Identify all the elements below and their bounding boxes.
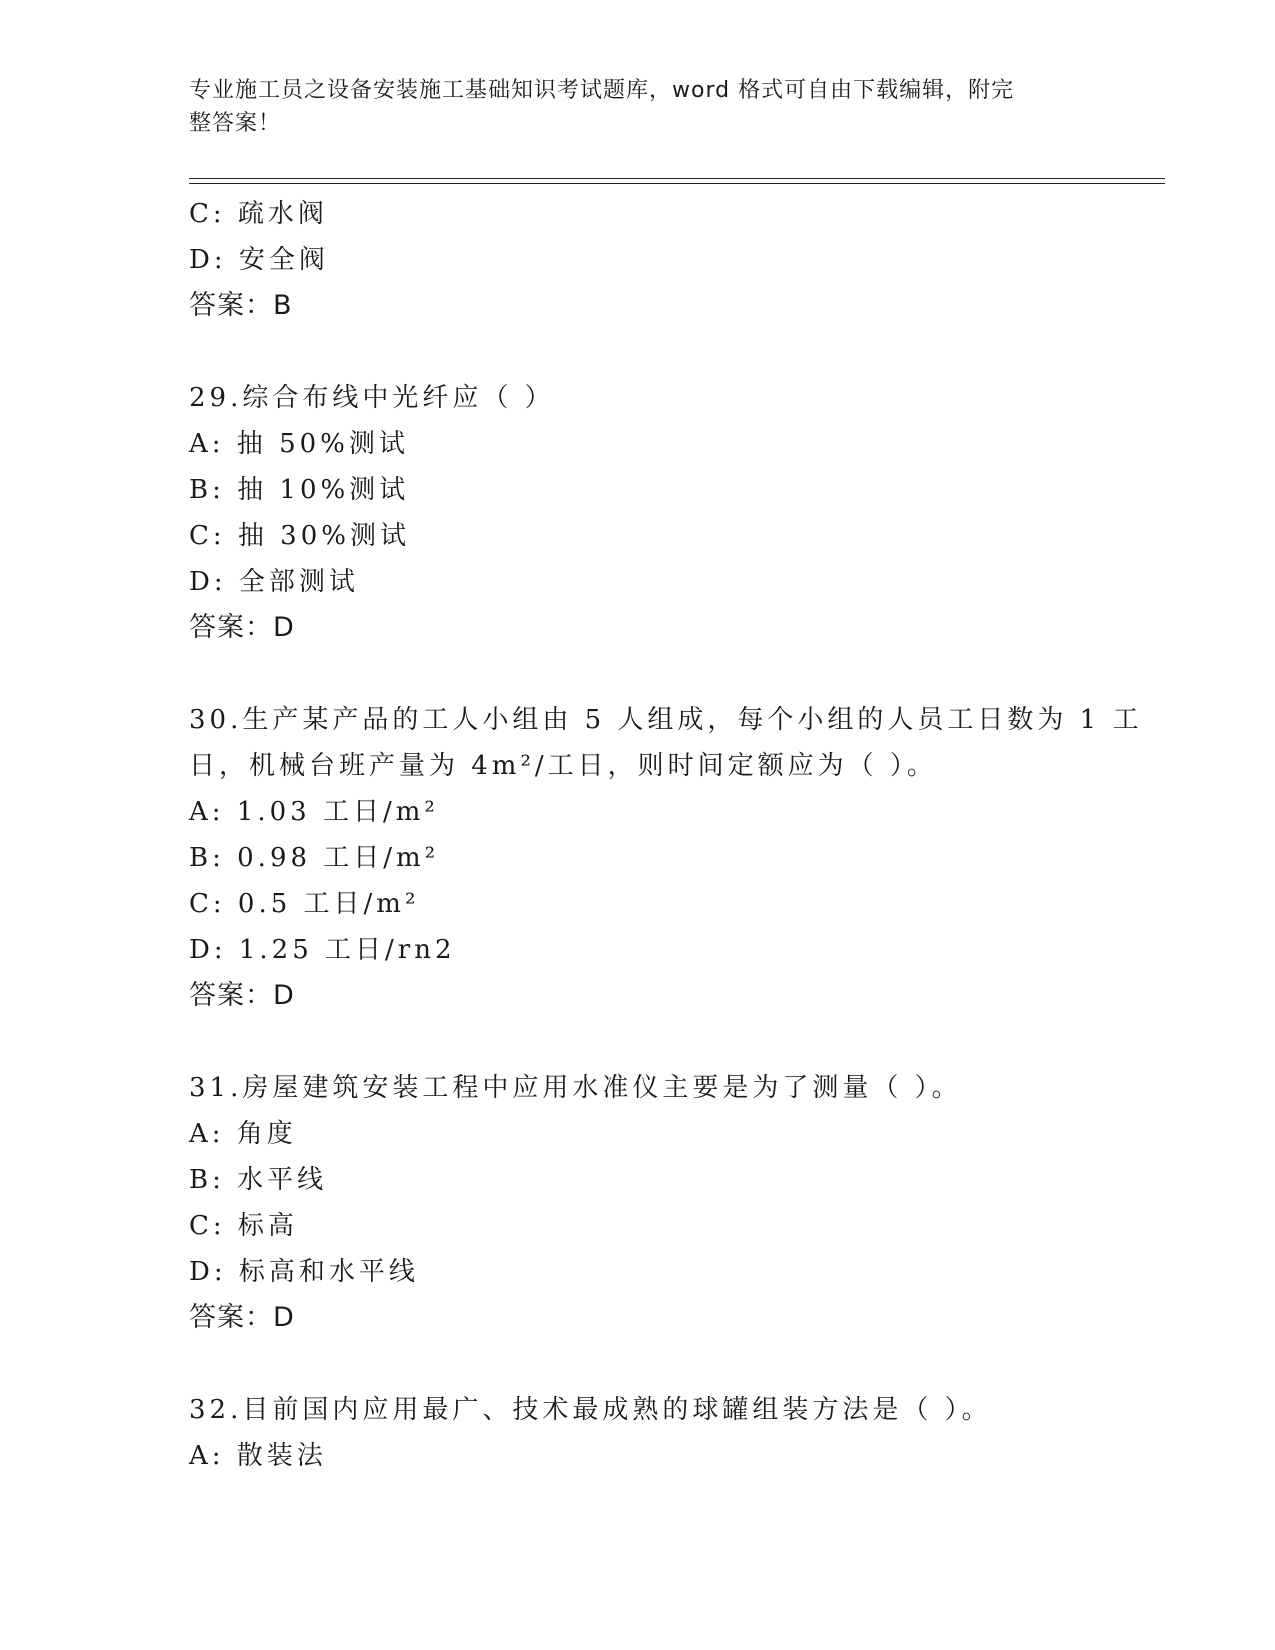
header-line-2: 整答案！ — [189, 111, 282, 136]
answer-line: 答案：D — [189, 1302, 295, 1333]
option-b: B: 抽 10%测试 — [189, 475, 410, 505]
option-d: D: 安全阀 — [189, 245, 329, 275]
question-30 — [189, 697, 1143, 1019]
question-32 — [189, 1387, 1089, 1479]
option-a: A: 散装法 — [189, 1441, 327, 1471]
question-content — [189, 191, 1143, 1479]
option-c: C: 标高 — [189, 1211, 298, 1241]
question-text: 30.生产某产品的工人小组由 5 人组成，每个小组的人员工日数为 1 工 — [189, 705, 1143, 735]
option-d: D: 全部测试 — [189, 567, 359, 597]
header-divider-top — [189, 178, 1165, 179]
document-header — [189, 74, 1079, 140]
option-d: D: 1.25 工日/rn2 — [189, 935, 456, 965]
option-c: C: 0.5 工日/m² — [189, 889, 420, 919]
question-31 — [189, 1065, 1089, 1341]
question-text-continued: 日，机械台班产量为 4m²/工日，则时间定额应为（ ）。 — [189, 751, 937, 781]
option-b: B: 0.98 工日/m² — [189, 843, 440, 873]
question-29 — [189, 375, 1089, 651]
option-a: A: 角度 — [189, 1119, 297, 1149]
option-c: C: 疏水阀 — [189, 199, 328, 229]
answer-line: 答案：D — [189, 980, 295, 1011]
spacer — [189, 329, 1089, 375]
spacer — [189, 651, 1089, 697]
header-divider-bottom — [189, 183, 1165, 184]
answer-line: 答案：B — [189, 290, 293, 321]
answer-line: 答案：D — [189, 612, 295, 643]
option-b: B: 水平线 — [189, 1165, 328, 1195]
question-28-partial — [189, 191, 1089, 329]
option-c: C: 抽 30%测试 — [189, 521, 410, 551]
option-a: A: 1.03 工日/m² — [189, 797, 439, 827]
header-line-1: 专业施工员之设备安装施工基础知识考试题库，word 格式可自由下载编辑，附完 — [189, 78, 1015, 103]
question-text: 32.目前国内应用最广、技术最成熟的球罐组装方法是（ ）。 — [189, 1395, 992, 1425]
option-d: D: 标高和水平线 — [189, 1257, 419, 1287]
question-text: 29.综合布线中光纤应（ ） — [189, 383, 555, 413]
spacer — [189, 1341, 1089, 1387]
question-text: 31.房屋建筑安装工程中应用水准仪主要是为了测量（ ）。 — [189, 1073, 962, 1103]
option-a: A: 抽 50%测试 — [189, 429, 409, 459]
spacer — [189, 1019, 1089, 1065]
